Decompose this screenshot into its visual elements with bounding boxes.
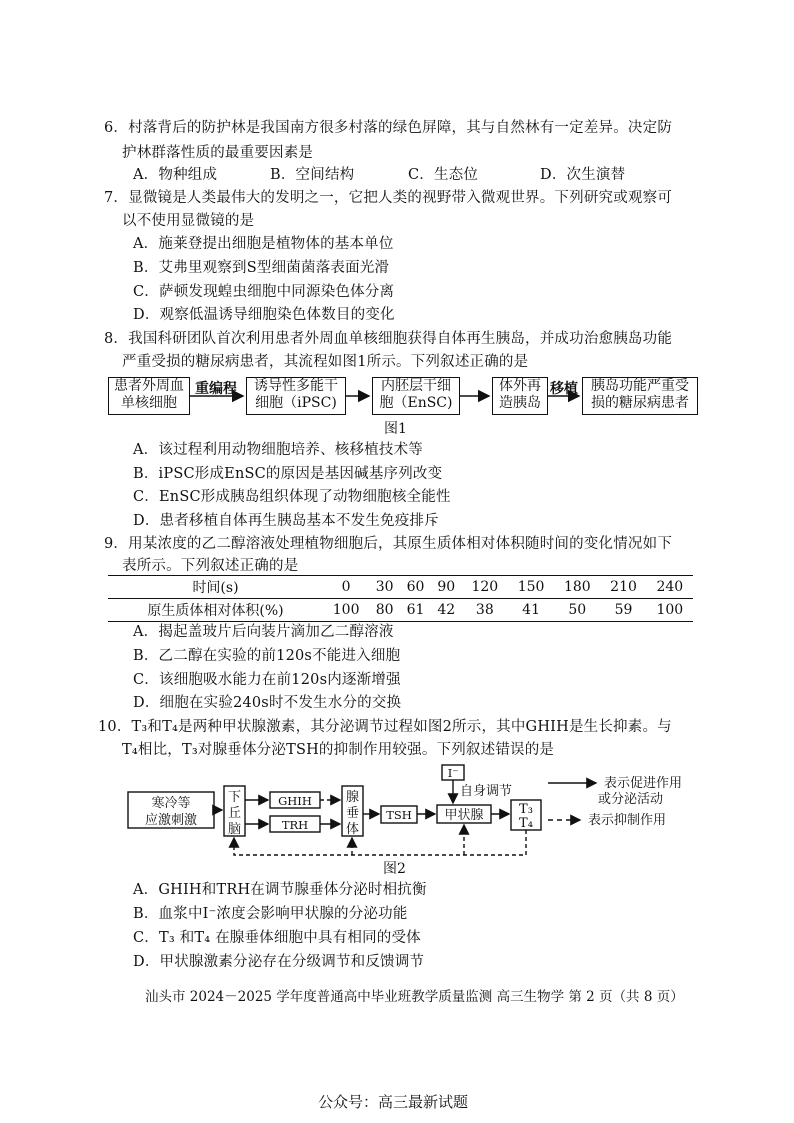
table-header-volume: 原生质体相对体积(%) <box>108 599 323 622</box>
fig2-pituitary-char3: 体 <box>345 822 360 837</box>
fig2-hypothalamus-char1: 下 <box>227 790 242 805</box>
fig2-legend-inhibit-label: 表示抑制作用 <box>588 813 667 828</box>
q9-option-b: B．乙二醇在实验的前120s不能进入细胞 <box>133 648 401 664</box>
table-cell: 38 <box>462 599 508 622</box>
fig1-box2-line2: 细胞（iPSC) <box>255 395 337 411</box>
q9-option-d: D．细胞在实验240s时不发生水分的交换 <box>133 695 402 711</box>
q6-option-b: B．空间结构 <box>270 167 355 183</box>
fig1-box4-line2: 造胰岛 <box>499 395 541 411</box>
fig2-hypothalamus-char2: 丘 <box>227 806 242 821</box>
fig2-tsh-label: TSH <box>386 808 412 822</box>
q10-stem-line2: T₄相比，T₃对腺垂体分泌TSH的抑制作用较强。下列叙述错误的是 <box>122 742 555 758</box>
table-cell: 61 <box>400 599 431 622</box>
q9-stem-line2: 表所示。下列叙述正确的是 <box>122 558 299 574</box>
q6-option-a: A．物种组成 <box>133 167 218 183</box>
table-cell: 180 <box>554 576 600 599</box>
fig2-hypothalamus-char3: 脑 <box>227 822 242 837</box>
q6-stem-line1: 6．村落背后的防护林是我国南方很多村落的绿色屏障，其与自然林有一定差异。决定防 <box>104 120 673 136</box>
fig1-caption: 图1 <box>384 421 407 437</box>
table-cell: 59 <box>600 599 646 622</box>
fig2-ghih-label: GHIH <box>278 794 312 808</box>
fig2-t4-label: T₄ <box>519 816 533 831</box>
q10-stem-line1: 10．T₃和T₄是两种甲状腺激素，其分泌调节过程如图2所示，其中GHIH是生长抑素。与 <box>98 719 672 735</box>
table-cell: 90 <box>431 576 462 599</box>
table-cell: 100 <box>647 599 693 622</box>
table-cell: 100 <box>323 599 369 622</box>
fig2-pituitary-char2: 垂 <box>345 806 360 821</box>
table-cell: 120 <box>462 576 508 599</box>
q8-option-d: D．患者移植自体再生胰岛基本不发生免疫排斥 <box>133 513 439 529</box>
fig2-self-regulation-label: 自身调节 <box>460 784 513 799</box>
table-row-volume <box>108 599 693 622</box>
fig1-box3-line1: 内胚层干细 <box>381 378 451 394</box>
figure-2-diagram <box>0 758 794 868</box>
fig1-box1-line1: 患者外周血 <box>114 378 184 394</box>
fig2-iodide-label: I⁻ <box>447 766 459 780</box>
q7-option-c: C．萨顿发现蝗虫细胞中同源染色体分离 <box>133 284 395 300</box>
q6-option-d: D．次生演替 <box>540 167 626 183</box>
table-cell: 42 <box>431 599 462 622</box>
fig1-arrow-reprogram-label: 重编程 <box>195 381 237 397</box>
fig2-t3-label: T₃ <box>519 802 533 817</box>
q8-option-a: A．该过程利用动物细胞培养、核移植技术等 <box>133 442 423 458</box>
fig1-box2-line1: 诱导性多能干 <box>254 378 338 394</box>
q7-option-a: A．施莱登提出细胞是植物体的基本单位 <box>133 236 394 252</box>
table-cell: 210 <box>600 576 646 599</box>
table-cell: 60 <box>400 576 431 599</box>
table-cell: 240 <box>647 576 693 599</box>
q8-option-c: C．EnSC形成胰岛组织体现了动物细胞核全能性 <box>133 489 451 505</box>
table-cell: 41 <box>508 599 554 622</box>
fig2-legend-promote-line2: 或分泌活动 <box>598 792 664 807</box>
table-header-time: 时间(s) <box>108 576 323 599</box>
table-cell: 80 <box>369 599 400 622</box>
fig2-pituitary-char1: 腺 <box>345 790 360 805</box>
fig2-legend-promote-line1: 表示促进作用 <box>604 776 683 791</box>
fig2-feedback-hypothalamus <box>234 830 526 855</box>
watermark-caption: 公众号：高三最新试题 <box>318 1093 469 1111</box>
q8-stem-line2: 严重受损的糖尿病患者，其流程如图1所示。下列叙述正确的是 <box>122 354 529 370</box>
q9-option-c: C．该细胞吸水能力在前120s内逐渐增强 <box>133 672 401 688</box>
fig2-trh-label: TRH <box>281 818 309 832</box>
q7-stem-line2: 以不使用显微镜的是 <box>122 213 255 229</box>
fig1-arrow-transplant-label: 移植 <box>550 381 578 397</box>
fig2-caption: 图2 <box>383 861 406 877</box>
fig2-stimulus-line2: 应激刺激 <box>144 813 198 828</box>
fig2-thyroid-label: 甲状腺 <box>444 808 484 823</box>
table-cell: 150 <box>508 576 554 599</box>
fig1-box4-line1: 体外再 <box>499 378 541 394</box>
table-row-time <box>108 576 693 599</box>
q10-option-a: A．GHIH和TRH在调节腺垂体分泌时相抗衡 <box>133 882 427 898</box>
fig1-box5-line2: 损的糖尿病患者 <box>591 395 689 411</box>
page-footer: 汕头市 2024－2025 学年度普通高中毕业班教学质量监测 高三生物学 第 2 页（共 8 页） <box>145 989 684 1005</box>
fig1-box1-line2: 单核细胞 <box>121 395 177 411</box>
q7-stem-line1: 7．显微镜是人类最伟大的发明之一，它把人类的视野带入微观世界。下列研究或观察可 <box>104 190 673 206</box>
q10-option-c: C．T₃ 和T₄ 在腺垂体细胞中具有相同的受体 <box>133 930 421 946</box>
q9-data-table <box>108 575 693 622</box>
q10-option-b: B．血浆中I⁻浓度会影响甲状腺的分泌功能 <box>133 906 408 922</box>
q7-option-d: D．观察低温诱导细胞染色体数目的变化 <box>133 307 395 323</box>
fig1-box5-line1: 胰岛功能严重受 <box>591 378 689 394</box>
q9-option-a: A．揭起盖玻片后向装片滴加乙二醇溶液 <box>133 624 394 640</box>
q9-stem-line1: 9．用某浓度的乙二醇溶液处理植物细胞后，其原生质体相对体积随时间的变化情况如下 <box>104 536 673 552</box>
q10-option-d: D．甲状腺激素分泌存在分级调节和反馈调节 <box>133 954 425 970</box>
q7-option-b: B．艾弗里观察到S型细菌菌落表面光滑 <box>133 260 390 276</box>
table-cell: 30 <box>369 576 400 599</box>
table-cell: 0 <box>323 576 369 599</box>
fig2-stimulus-line1: 寒冷等 <box>151 796 191 811</box>
q6-stem-line2: 护林群落性质的最重要因素是 <box>122 145 314 161</box>
q8-option-b: B．iPSC形成EnSC的原因是基因碱基序列改变 <box>133 466 443 482</box>
q6-option-c: C．生态位 <box>408 167 479 183</box>
fig1-box3-line2: 胞（EnSC) <box>379 395 453 411</box>
q8-stem-line1: 8．我国科研团队首次利用患者外周血单核细胞获得自体再生胰岛，并成功治愈胰岛功能 <box>104 331 673 347</box>
table-cell: 50 <box>554 599 600 622</box>
